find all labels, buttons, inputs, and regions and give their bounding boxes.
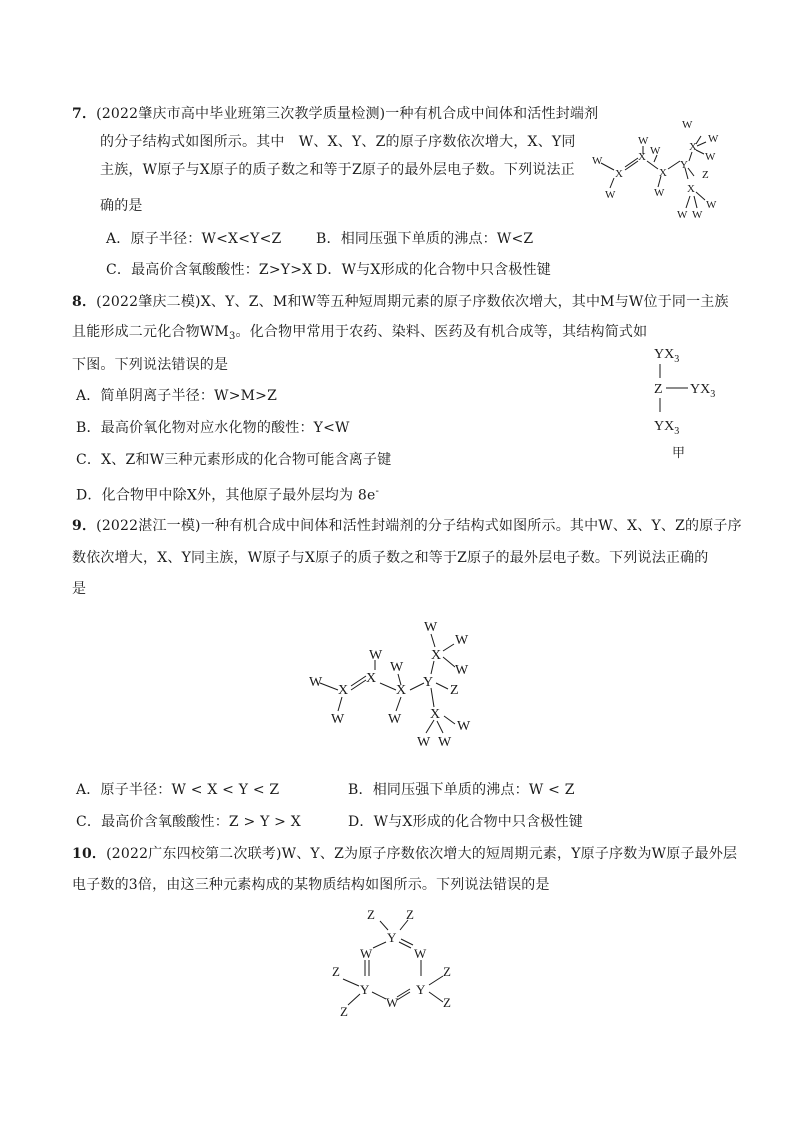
q10-atom-z2: Z [406, 907, 414, 922]
q9-atom-w5: W [388, 712, 402, 727]
q7-atom-w1: W [592, 155, 603, 167]
q7-atom-x4: X [689, 141, 697, 153]
q9-atom-x1: X [338, 683, 349, 698]
q9-option-c: C．最高价含氧酸酸性：Z > Y > X [76, 814, 301, 830]
q10-atom-z1: Z [367, 907, 375, 922]
q7-atom-w10: W [692, 209, 703, 221]
q9-atom-x2: X [366, 671, 377, 686]
q9-number: 9． [72, 518, 97, 534]
q9-atom-w1: W [309, 675, 323, 690]
q9-atom-w3: W [369, 648, 383, 663]
q9-atom-w6: W [424, 620, 438, 635]
q9-line-3: 是 [72, 581, 87, 597]
q8-number: 8． [72, 294, 97, 310]
q8-electron-sup: - [375, 486, 380, 497]
q8-fig-center-atom: Z [654, 382, 663, 397]
q8-text-1: (2022肇庆二模)X、Y、Z、M和W等五种短周期元素的原子序数依次增大，其中M与W位于同一主族 [96, 294, 729, 310]
q8-option-d [76, 482, 379, 506]
q7-atom-x3: X [659, 167, 667, 179]
q9-text-1: (2022湛江一模)一种有机合成中间体和活性封端剂的分子结构式如图所示。其中W、X、Y、Z的原子序 [96, 518, 742, 534]
q7-atom-x1: X [615, 168, 623, 180]
q10-number: 10． [72, 846, 107, 862]
q7-atom-w9: W [677, 209, 688, 221]
q10-atom-y2: Y [360, 982, 370, 997]
q9-atom-w8: W [455, 663, 469, 678]
q7-atom-w11: W [706, 199, 717, 211]
q10-ring-figure [328, 906, 468, 1018]
q9-atom-w9: W [417, 735, 431, 750]
q9-atom-x5: X [430, 707, 441, 722]
q7-number: 7． [72, 106, 97, 122]
q8-fig-right-group: $YX_3$ [690, 382, 716, 400]
q7-atom-w4: W [654, 187, 665, 199]
q10-atom-w3: W [386, 995, 399, 1010]
q9-atom-w4: W [390, 660, 404, 675]
q9-atom-w10: W [438, 735, 452, 750]
q7-atom-z: Z [702, 169, 709, 181]
q7-option-d: D．W与X形成的化合物中只含极性键 [316, 262, 551, 278]
q7-line-2: 的分子结构式如图所示。其中 W、X、Y、Z的原子序数依次增大，X、Y同 [100, 134, 576, 150]
q8-line-3: 下图。下列说法错误的是 [72, 357, 229, 373]
q10-atom-z4: Z [443, 964, 451, 979]
q7-atom-w5: W [650, 145, 661, 157]
q10-atom-w1: W [360, 946, 373, 961]
q7-line-4: 确的是 [100, 198, 143, 214]
q9-atom-x4: X [431, 648, 442, 663]
q9-atom-z: Z [450, 683, 459, 698]
q8-line-1 [72, 292, 729, 312]
q8-subscript-3: 3 [228, 331, 236, 342]
q9-option-b: B．相同压强下单质的沸点：W < Z [348, 782, 575, 798]
q9-option-d: D．W与X形成的化合物中只含极性键 [348, 814, 583, 830]
q7-atom-x5: X [687, 183, 695, 195]
q8-text-2: 且能形成二元化合物WM [72, 324, 229, 340]
q7-molecule-figure [588, 112, 728, 224]
q7-atom-w3: W [638, 135, 649, 147]
q10-line-2: 电子数的3倍，由这三种元素构成的某物质结构如图所示。下列说法错误的是 [72, 877, 550, 893]
q7-atom-y: Y [680, 159, 688, 171]
q8-fig-top-group: $YX_3$ [654, 347, 680, 365]
q7-option-c: C．最高价含氧酸酸性：Z>Y>X [106, 262, 313, 278]
q8-option-a: A．简单阴离子半径：W>M>Z [76, 388, 278, 404]
q10-atom-w2: W [414, 946, 427, 961]
q7-atom-w2: W [605, 189, 616, 201]
q10-line-1 [72, 844, 737, 864]
q9-atom-y: Y [423, 675, 434, 690]
q7-text-1: (2022肇庆市高中毕业班第三次教学质量检测)一种有机合成中间体和活性封端剂 [96, 106, 599, 122]
q10-atom-z5: Z [443, 995, 451, 1010]
q8-fig-caption: 甲 [672, 445, 686, 460]
q8-option-b: B．最高价氧化物对应水化物的酸性：Y<W [76, 420, 350, 436]
q8-option-d-text: D．化合物甲中除X外，其他原子最外层均为 8e [76, 487, 376, 504]
q9-molecule-figure [300, 612, 500, 760]
q7-option-a: A．原子半径：W<X<Y<Z [106, 231, 282, 247]
q8-fig-bottom-group: $YX_3$ [654, 419, 680, 437]
q7-line-1 [72, 104, 598, 124]
q9-atom-w7: W [455, 633, 469, 648]
q8-line-2 [72, 322, 647, 347]
q10-atom-y1: Y [387, 930, 397, 945]
q7-atom-w7: W [708, 133, 719, 145]
q7-atom-w8: W [705, 151, 716, 163]
q8-option-c: C．X、Z和W三种元素形成的化合物可能含离子键 [76, 452, 392, 468]
q7-atom-x2: X [638, 151, 646, 163]
q9-atom-w11: W [457, 719, 471, 734]
q9-line-2: 数依次增大，X、Y同主族，W原子与X原子的质子数之和等于Z原子的最外层电子数。下列说法正确的 [72, 550, 709, 566]
q8-structure-figure [640, 340, 740, 464]
q7-atom-w6: W [682, 119, 693, 131]
q9-atom-x3: X [396, 683, 407, 698]
q10-atom-y3: Y [416, 982, 426, 997]
q10-atom-z3: Z [332, 964, 340, 979]
q9-option-a: A．原子半径：W < X < Y < Z [76, 782, 280, 798]
q10-atom-z6: Z [340, 1004, 348, 1018]
q7-option-b: B．相同压强下单质的沸点：W<Z [316, 231, 534, 247]
q7-line-3: 主族，W原子与X原子的质子数之和等于Z原子的最外层电子数。下列说法正 [100, 162, 575, 178]
q8-text-3: 。化合物甲常用于农药、染料、医药及有机合成等，其结构简式如 [235, 324, 648, 340]
q10-text-1: (2022广东四校第二次联考)W、Y、Z为原子序数依次增大的短周期元素，Y原子序数为W原子最外层 [106, 846, 738, 862]
q9-line-1 [72, 516, 742, 536]
q9-atom-w2: W [331, 712, 345, 727]
